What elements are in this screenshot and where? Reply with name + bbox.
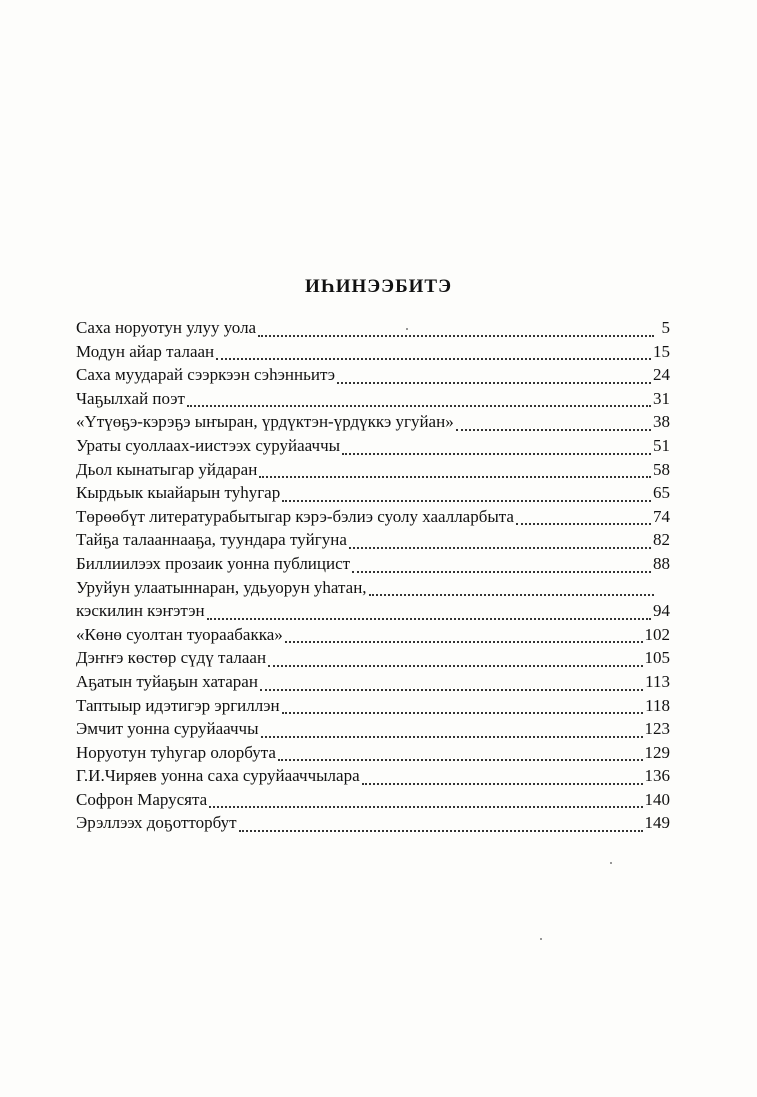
- toc-entry: [76, 460, 670, 484]
- toc-entry-page: 102: [644, 624, 670, 644]
- toc-entry-page: 113: [645, 671, 670, 691]
- dot-leader: [216, 358, 651, 360]
- toc-entry: [76, 530, 670, 554]
- toc-entry-title: Дьол кынатыгар уйдаран: [76, 459, 258, 479]
- dot-leader: [362, 783, 643, 785]
- toc-entry: [76, 389, 670, 413]
- paper-speck: [610, 862, 612, 864]
- toc-entry-title: Эмчит уонна суруйааччы: [76, 719, 259, 739]
- dot-leader: [261, 736, 643, 738]
- toc-entry-page: 82: [653, 530, 670, 550]
- toc-entry-title: Дэҥҥэ көстөр сүдү талаан: [76, 648, 267, 668]
- toc-entry: [76, 554, 670, 578]
- dot-leader: [337, 382, 651, 384]
- dot-leader: [239, 830, 643, 832]
- table-of-contents: [76, 318, 670, 837]
- dot-leader: [285, 641, 643, 643]
- toc-entry-title: Эрэллээх доҕотторбут: [76, 813, 237, 833]
- toc-entry-page: 31: [653, 388, 670, 408]
- toc-entry-title: Г.И.Чиряев уонна саха суруйааччылара: [76, 766, 360, 786]
- dot-leader: [207, 618, 651, 620]
- toc-entry-title: Софрон Марусята: [76, 789, 208, 809]
- toc-entry: [76, 342, 670, 366]
- dot-leader: [369, 594, 654, 596]
- toc-entry: [76, 743, 670, 767]
- toc-entry: [76, 483, 670, 507]
- toc-entry: [76, 507, 670, 531]
- toc-entry-page: 5: [661, 318, 670, 337]
- toc-entry-title: Ураты суоллаах-иистээх суруйааччы: [76, 435, 341, 455]
- toc-entry-title: Норуотун туһугар олорбута: [76, 742, 276, 762]
- toc-entry-title: «Үтүөҕэ-кэрэҕэ ыҥыран, үрдүктэн-үрдүккэ угуйан»: [76, 412, 454, 432]
- toc-entry-title: Модун айар талаан: [76, 341, 215, 361]
- toc-entry-page: 129: [644, 742, 670, 762]
- toc-entry-title: кэскилин кэҥэтэн: [76, 601, 205, 621]
- toc-entry: [76, 719, 670, 743]
- toc-entry-page: 88: [653, 553, 670, 573]
- toc-entry-title: Тайҕа талааннааҕа, туундара туйгуна: [76, 530, 347, 550]
- toc-entry-page: 38: [653, 412, 670, 432]
- toc-entry: [76, 601, 670, 625]
- toc-entry-page: 65: [653, 483, 670, 503]
- dot-leader: [282, 712, 643, 714]
- paper-speck: [406, 328, 408, 330]
- toc-entry-title: Уруйун улаатыннаран, удьуорун уһатан,: [76, 577, 367, 597]
- toc-entry-title: Биллиилээх прозаик уонна публицист: [76, 553, 351, 573]
- toc-entry-page: 136: [644, 766, 670, 786]
- paper-speck: [540, 938, 542, 940]
- toc-entry: [76, 436, 670, 460]
- toc-entry-page: 24: [653, 365, 670, 385]
- toc-entry: [76, 578, 670, 602]
- toc-entry: [76, 672, 670, 696]
- toc-entry: [76, 766, 670, 790]
- toc-entry-page: 140: [644, 789, 670, 809]
- toc-entry-title: Таптыыр идэтигэр эргиллэн: [76, 695, 280, 715]
- dot-leader: [342, 453, 651, 455]
- toc-entry: [76, 412, 670, 436]
- dot-leader: [268, 665, 642, 667]
- toc-entry-title: Саха норуотун улуу уола: [76, 318, 257, 337]
- toc-entry-page: 94: [653, 601, 670, 621]
- dot-leader: [456, 429, 651, 431]
- dot-leader: [258, 335, 654, 337]
- toc-entry-page: 149: [644, 813, 670, 833]
- toc-entry-page: 123: [644, 719, 670, 739]
- toc-entry-title: Чаҕылхай поэт: [76, 388, 185, 408]
- dot-leader: [187, 405, 651, 407]
- dot-leader: [260, 689, 643, 691]
- dot-leader: [278, 759, 643, 761]
- dot-leader: [282, 500, 651, 502]
- toc-entry-page: 118: [645, 695, 670, 715]
- toc-entry: [76, 318, 670, 342]
- toc-entry-title: Аҕатын туйаҕын хатаран: [76, 671, 258, 691]
- dot-leader: [516, 523, 651, 525]
- toc-entry-title: Кырдьык кыайарын туһугар: [76, 483, 281, 503]
- toc-entry-title: Саха муударай сээркээн сэһэнньитэ: [76, 365, 336, 385]
- toc-entry: [76, 625, 670, 649]
- toc-entry-page: 51: [653, 435, 670, 455]
- toc-entry-page: 74: [653, 506, 670, 526]
- toc-heading: ИҺИНЭЭБИТЭ: [305, 276, 452, 297]
- dot-leader: [209, 806, 642, 808]
- toc-entry-page: 58: [653, 459, 670, 479]
- toc-entry-page: 105: [644, 648, 670, 668]
- toc-entry: [76, 696, 670, 720]
- toc-entry-title: Төрөөбүт литературабытыгар кэрэ-бэлиэ суолу хаалларбыта: [76, 506, 514, 526]
- toc-entry: [76, 790, 670, 814]
- toc-entry-page: 15: [653, 341, 670, 361]
- toc-entry: [76, 365, 670, 389]
- dot-leader: [259, 476, 651, 478]
- toc-entry-title: «Көнө суолтан туораабакка»: [76, 624, 283, 644]
- toc-entry: [76, 813, 670, 837]
- dot-leader: [349, 547, 651, 549]
- toc-entry: [76, 648, 670, 672]
- dot-leader: [352, 571, 651, 573]
